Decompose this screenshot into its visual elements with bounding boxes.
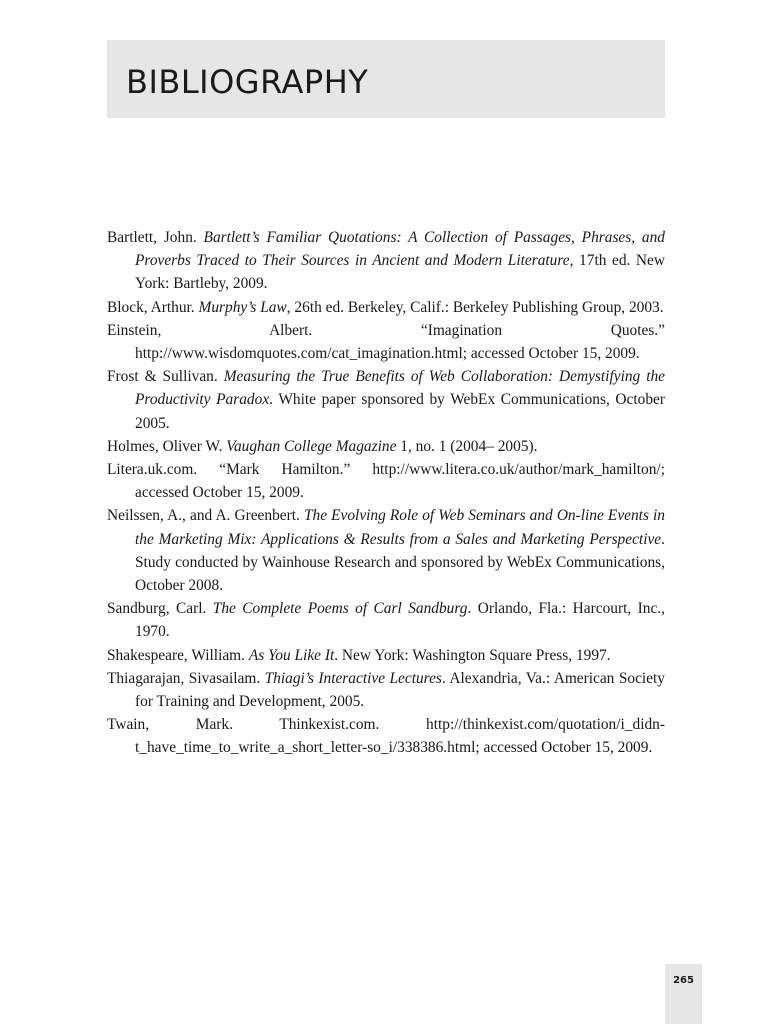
entry-text: Litera.uk.com. “Mark Hamilton.” http://www.litera.co.uk/author/mark_hamilton/; accessed October 15, 2009. [107, 461, 665, 502]
entry-details: . New York: Washington Square Press, 1997. [334, 646, 611, 664]
bibliography-entry [107, 296, 665, 319]
entry-text: Block, Arthur. [107, 298, 199, 316]
bibliography-entry [107, 644, 665, 667]
entry-text: Twain, Mark. Thinkexist.com. http://thinkexist.com/quotation/i_didn-t_have_time_to_write_a_short_letter-so_i/338386.html; accessed October 15, 2009. [107, 716, 665, 757]
entry-text: Sandburg, Carl. [107, 600, 213, 618]
bibliography-list [107, 226, 665, 760]
bibliography-entry [107, 226, 665, 296]
entry-text: Neilssen, A., and A. Greenbert. [107, 507, 304, 525]
bibliography-entry [107, 504, 665, 597]
entry-title: The Evolving Role of Web Seminars and On-line Events in the Marketing Mix: Applications & Results from a Sales and Marketing Perspective [135, 507, 665, 548]
entry-title: The Complete Poems of Carl Sandburg [212, 600, 468, 618]
entry-details: , 26th ed. Berkeley, Calif.: Berkeley Publishing Group, 2003. [286, 298, 664, 316]
chapter-header-box [107, 40, 665, 118]
page-title: BIBLIOGRAPHY [126, 63, 369, 101]
bibliography-entry [107, 667, 665, 713]
entry-title: Thiagi’s Interactive Lectures [264, 669, 442, 687]
entry-text: Holmes, Oliver W. [107, 437, 227, 455]
entry-text: Bartlett, John. [107, 229, 204, 246]
entry-text: Thiagarajan, Sivasailam. [107, 669, 265, 687]
entry-details: 1, no. 1 (2004– 2005). [396, 437, 538, 455]
bibliography-entry [107, 319, 665, 365]
entry-details: . Orlando, Fla.: Harcourt, Inc., 1970. [135, 600, 665, 641]
bibliography-entry [107, 597, 665, 643]
entry-text: Einstein, Albert. “Imagination Quotes.” http://www.wisdomquotes.com/cat_imagination.html; accessed October 15, 2009. [107, 321, 665, 363]
entry-text: Shakespeare, William. [107, 646, 249, 664]
entry-title: Bartlett’s Familiar Quotations: A Collection of Passages, Phrases, and Proverbs Traced to Their Sources in Ancient and Modern Literature [135, 229, 665, 270]
bibliography-entry [107, 713, 665, 759]
entry-details: . Alexandria, Va.: American Society for Training and Development, 2005. [135, 669, 665, 711]
page-number: 265 [673, 975, 694, 986]
entry-details: . White paper sponsored by WebEx Communications, October 2005. [135, 391, 666, 432]
entry-title: Vaughan College Magazine [226, 437, 397, 455]
entry-title: As You Like It [248, 646, 335, 664]
entry-title: Measuring the True Benefits of Web Collaboration: Demystifying the Productivity Paradox [135, 368, 666, 409]
entry-text: Frost & Sullivan. [107, 368, 224, 386]
entry-title: Murphy’s Law [198, 298, 287, 316]
entry-details: , 17th ed. New York: Bartleby, 2009. [135, 252, 665, 293]
bibliography-entry [107, 435, 665, 458]
bibliography-entry [107, 458, 665, 504]
entry-details: . Study conducted by Wainhouse Research and sponsored by WebEx Communications, October 2008. [135, 530, 665, 595]
bibliography-entry [107, 365, 665, 435]
page-number-tab [665, 964, 702, 1024]
